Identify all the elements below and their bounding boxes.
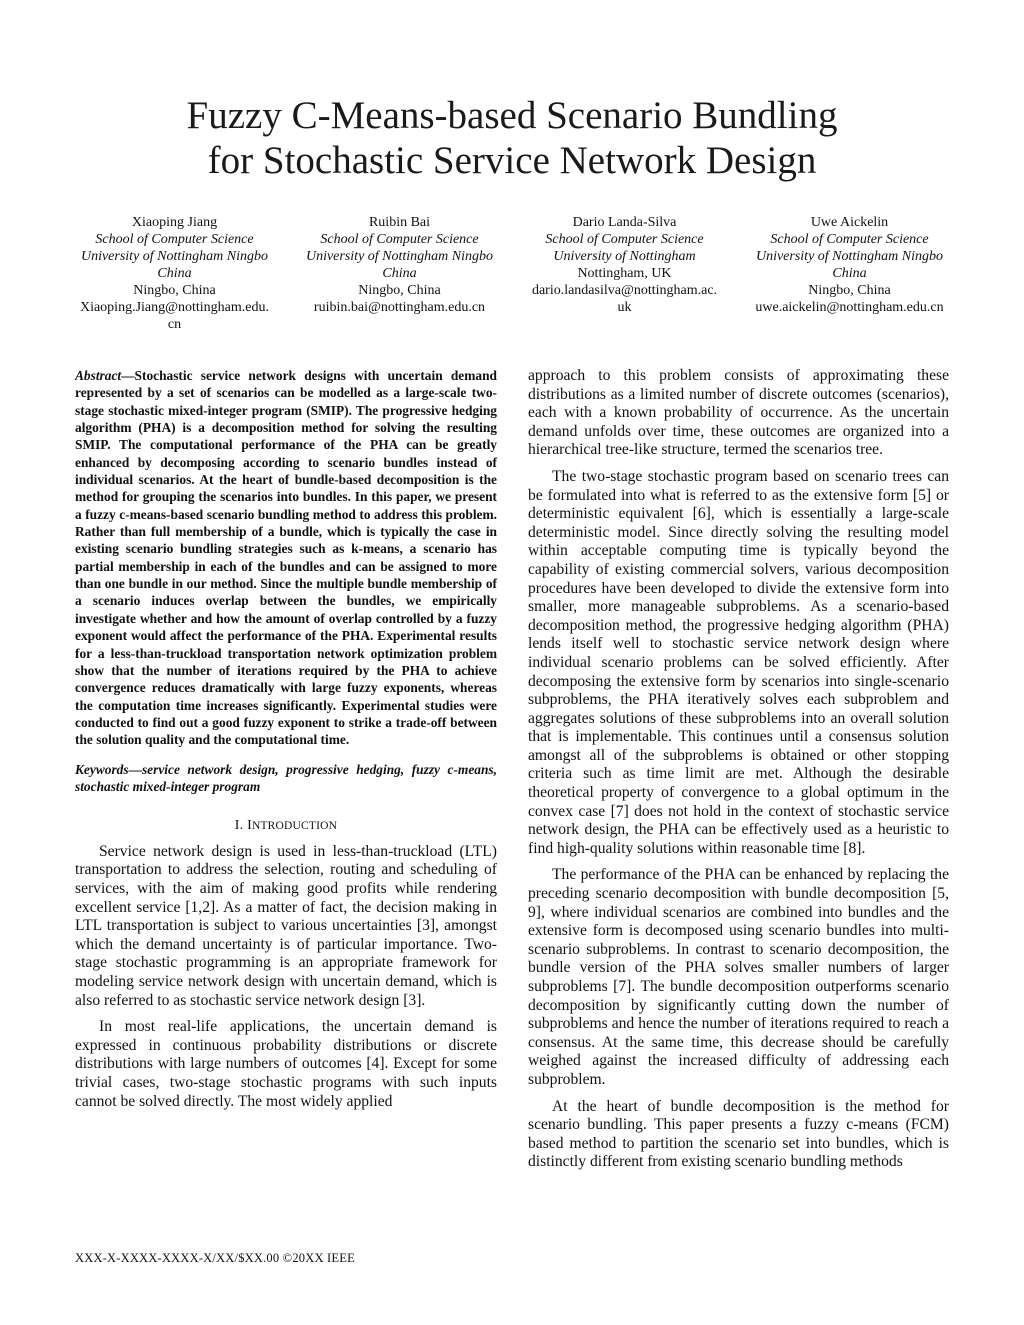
intro-paragraph-1: Service network design is used in less-than-truckload (LTL) transportation to address the selection, routing and scheduling of services, with the aim of making good profits while rendering excellent service [1,2]. As a matter of fact, the decision making in LTL transportation is subject to various uncertainties [3], amongst which the demand uncertainty is of particular importance. Two-stage stochastic programming is an appropriate framework for modeling service network design with uncertain demand, which is also referred to as stochastic service network design [3].: [75, 842, 497, 1009]
author-city: Nottingham, UK: [577, 266, 672, 281]
intro-paragraph-2: In most real-life applications, the uncertain demand is expressed in continuous probability distributions or discrete distributions with large numbers of outcomes [4]. Except for some trivial cases, two-stage stochastic programs with such inputs cannot be solved directly. The most widely applied: [75, 1018, 497, 1110]
paper-title: [0, 93, 1024, 183]
abstract-label: Abstract: [75, 368, 122, 383]
author-email-cont: cn: [167, 317, 182, 332]
right-paragraph-2: The two-stage stochastic program based on scenario trees can be formulated into what is referred to as the extensive form [5] or deterministic equivalent [6], which is essentially a large-scale deterministic model. Since directly solving the resulting model within acceptable computing time is typically beyond the capability of existing commercial solvers, various decomposition procedures have been developed to divide the extensive form into smaller, more manageable subproblems. As a scenario-based decomposition method, the progressive hedging algorithm (PHA) lends itself well to stochastic service network design where individual scenario problems can be solved efficiently. After decomposing the extensive form by scenarios into single-scenario subproblems, the PHA iteratively solves each subproblem and aggregates solutions of these subproblems into an overall solution that is implementable. This continues until a consensus solution amongst all of the subproblems is obtained or other stopping criteria such as time limit are met. Although the desirable theoretical property of convergence to a global optimum in the convex case [7] does not hold in the context of stochastic service network design, the PHA can be effectively used as a heuristic to find high-quality solutions within reasonable time [8].: [528, 467, 949, 857]
author-3: [512, 214, 737, 333]
right-paragraph-1: approach to this problem consists of approximating these distributions as a limited number of discrete outcomes (scenarios), each with a known probability of occurrence. As the uncertain demand unfolds over time, these outcomes are organized into a hierarchical tree-like structure, termed the scenarios tree.: [528, 367, 949, 459]
copyright-footer: XXX-X-XXXX-XXXX-X/XX/$XX.00 ©20XX IEEE: [75, 1251, 355, 1265]
section-number: I.: [234, 818, 244, 834]
author-1: [62, 214, 287, 333]
abstract-dash: —: [121, 368, 135, 383]
author-4: [737, 214, 962, 333]
author-university: University of Nottingham Ningbo: [755, 249, 944, 264]
title-line-2: for Stochastic Service Network Design: [207, 139, 817, 182]
author-name: Uwe Aickelin: [810, 215, 889, 230]
author-block: [62, 214, 962, 333]
author-email: dario.landasilva@nottingham.ac.: [531, 283, 718, 298]
abstract-text: Stochastic service network designs with uncertain demand represented by a set of scenarios can be modelled as a large-scale two-stage stochastic mixed-integer program (SMIP). The progressive hedging algorithm (PHA) is a decomposition method for solving the resulting SMIP. The computational performance of the PHA can be greatly enhanced by decomposing according to scenario bundles instead of individual scenarios. At the heart of bundle-based decomposition is the method for grouping the scenarios into bundles. In this paper, we present a fuzzy c-means-based scenario bundling method to address this problem. Rather than full membership of a bundle, which is typically the case in existing scenario bundling strategies such as k-means, a scenario has partial membership in each of the bundles and can be assigned to more than one bundle in our method. Since the multiple bundle membership of a scenario induces overlap between the bundles, we empirically investigate whether and how the amount of overlap controlled by a fuzzy exponent would affect the performance of the PHA. Experimental results for a less-than-truckload transportation network optimization problem show that the number of iterations required by the PHA to achieve convergence reduces dramatically with large fuzzy exponents, whereas the computation time increases significantly. Experimental studies were conducted to find out a good fuzzy exponent to strike a trade-off between the solution quality and the computational time.: [75, 368, 497, 748]
author-name: Dario Landa-Silva: [572, 215, 677, 230]
author-city: Ningbo, China: [133, 283, 216, 298]
right-paragraph-4: At the heart of bundle decomposition is the method for scenario bundling. This paper presents a fuzzy c-means (FCM) based method to partition the scenario set into bundles, which is distinctly different from existing scenario bundling methods: [528, 1097, 949, 1171]
keywords: [75, 761, 497, 796]
left-column: [75, 367, 497, 1119]
author-university: University of Nottingham: [553, 249, 696, 264]
author-university: University of Nottingham Ningbo: [305, 249, 494, 264]
author-name: Ruibin Bai: [368, 215, 431, 230]
author-country: China: [157, 266, 192, 281]
section-heading-introduction: [75, 817, 497, 836]
author-country: China: [832, 266, 867, 281]
author-country: China: [382, 266, 417, 281]
author-school: School of Computer Science: [545, 232, 704, 247]
author-email: uwe.aickelin@nottingham.edu.cn: [755, 300, 944, 315]
author-city: Ningbo, China: [808, 283, 891, 298]
author-university: University of Nottingham Ningbo: [80, 249, 269, 264]
title-line-1: Fuzzy C-Means-based Scenario Bundling: [186, 94, 838, 137]
author-school: School of Computer Science: [95, 232, 254, 247]
right-paragraph-3: The performance of the PHA can be enhanced by replacing the preceding scenario decomposition with bundle decomposition [5, 9], where individual scenarios are combined into bundles and the extensive form is decomposed using scenario bundles into multi-scenario subproblems. In contrast to scenario decomposition, the bundle version of the PHA solves smaller numbers of larger subproblems [7]. The bundle decomposition outperforms scenario decomposition by significantly cutting down the number of subproblems and hence the number of iterations required to reach a consensus. At the same time, this decrease should be carefully weighed against the increased difficulty of addressing each subproblem.: [528, 866, 949, 1088]
abstract: [75, 367, 497, 749]
author-email-cont: uk: [617, 300, 632, 315]
keywords-dash: —: [128, 761, 142, 777]
author-email: ruibin.bai@nottingham.edu.cn: [313, 300, 486, 315]
section-first-letter: I: [247, 818, 252, 834]
author-email: Xiaoping.Jiang@nottingham.edu.: [79, 300, 270, 315]
keywords-label: Keywords: [75, 761, 129, 777]
author-name: Xiaoping Jiang: [131, 215, 218, 230]
keywords-text: service network design, progressive hedging, fuzzy c-means, stochastic mixed-integer program: [75, 761, 497, 794]
author-city: Ningbo, China: [358, 283, 441, 298]
author-school: School of Computer Science: [770, 232, 929, 247]
section-title-rest: NTRODUCTION: [251, 820, 338, 833]
author-school: School of Computer Science: [320, 232, 479, 247]
right-column: [528, 367, 949, 1180]
author-2: [287, 214, 512, 333]
